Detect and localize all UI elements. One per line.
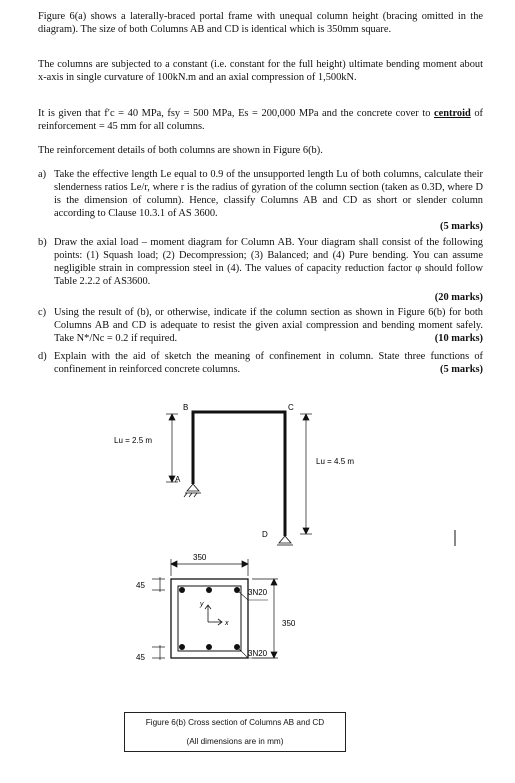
cross-section-diagram [0, 548, 515, 668]
frame-members [193, 412, 285, 536]
pin-support-d [277, 536, 293, 545]
portal-frame-diagram [0, 400, 515, 550]
dimension-line-cd [300, 414, 312, 534]
figure-caption [124, 712, 346, 752]
intro-paragraph-2: The columns are subjected to a constant (i.e. constant for the full height) ultimate bending moment about x-axis in single curvature of 100kN.m and an axial compression of 1,500kN. [38, 59, 483, 83]
bars-top-label: 3N20 [248, 588, 268, 597]
question-marks: (5 marks) [440, 364, 483, 375]
axis-y-label: y [200, 601, 204, 608]
question-text: Using the result of (b), or otherwise, indicate if the column section as shown in Figure 6(b) for both Columns AB and CD is adequate to resist the given axial compression and bending moment safely. Take N*/Nc = 0.2 if required. [54, 307, 483, 344]
pin-support-a [184, 484, 201, 497]
question-text: Explain with the aid of sketch the meaning of confinement in column. State three functions of confinement in reinforced concrete columns. [54, 351, 483, 375]
question-label: b) [38, 237, 47, 248]
node-label-b: B [183, 403, 189, 412]
intro-paragraph-4: The reinforcement details of both columns are shown in Figure 6(b). [38, 145, 323, 156]
dimension-line-ab [166, 414, 178, 482]
bars-bottom-label: 3N20 [248, 649, 268, 658]
axis-arrows [205, 605, 222, 625]
question-label: a) [38, 169, 47, 180]
height-label: 350 [282, 619, 296, 628]
caption-title: Figure 6(b) Cross section of Columns AB and CD [145, 718, 325, 727]
question-b [38, 236, 483, 304]
width-dimension [171, 559, 248, 576]
tie-outline [178, 586, 241, 651]
question-label: c) [38, 307, 47, 318]
question-marks: (20 marks) [434, 292, 483, 303]
length-label-ab: Lu = 2.5 m [114, 436, 153, 445]
reinforcement-bars [179, 587, 240, 650]
question-marks: (5 marks) [440, 221, 483, 232]
node-label-a: A [175, 475, 181, 484]
width-label: 350 [193, 553, 207, 562]
question-marks: (10 marks) [434, 333, 483, 344]
intro-paragraph-3: It is given that f′c = 40 MPa, fsy = 500 MPa, Es = 200,000 MPa and the concrete cover to centroid of reinforcement = 45 mm for all columns. [38, 108, 483, 132]
question-text: Take the effective length Le equal to 0.9 of the unsupported length Lu of both columns, calculate their slenderness ratios Le/r, where r is the radius of gyration of the column section (taken as 0.3D, where D is the dimension of column). Hence, classify Columns AB and CD as short or slender column according to Clause 10.3.1 of AS 3600. [54, 169, 483, 219]
question-text: Draw the axial load – moment diagram for Column AB. Your diagram shall consist of the following points: (1) Squash load; (2) Decompression; (3) Balanced; and (4) Pure bending. You can assume negligible strain in compression steel in (4). The values of capacity reduction factor φ should follow Table 2.2.2 of AS3600. [54, 237, 483, 287]
intro-paragraph-1: Figure 6(a) shows a laterally-braced portal frame with unequal column height (bracing omitted in the diagram). The size of both Columns AB and CD is identical which is 350mm square. [38, 11, 483, 35]
cover-dimension-bottom [152, 645, 165, 660]
axis-x-label: x [225, 620, 229, 627]
cover-label-bottom: 45 [136, 653, 145, 662]
question-label: d) [38, 351, 47, 362]
node-label-c: C [288, 403, 294, 412]
caption-note: (All dimensions are in mm) [186, 737, 284, 746]
question-d [38, 350, 483, 376]
cover-dimension-top [152, 577, 165, 592]
cover-label-top: 45 [136, 581, 145, 590]
node-label-d: D [262, 530, 268, 539]
question-a [38, 168, 483, 233]
question-c [38, 306, 483, 345]
length-label-cd: Lu = 4.5 m [316, 457, 355, 466]
